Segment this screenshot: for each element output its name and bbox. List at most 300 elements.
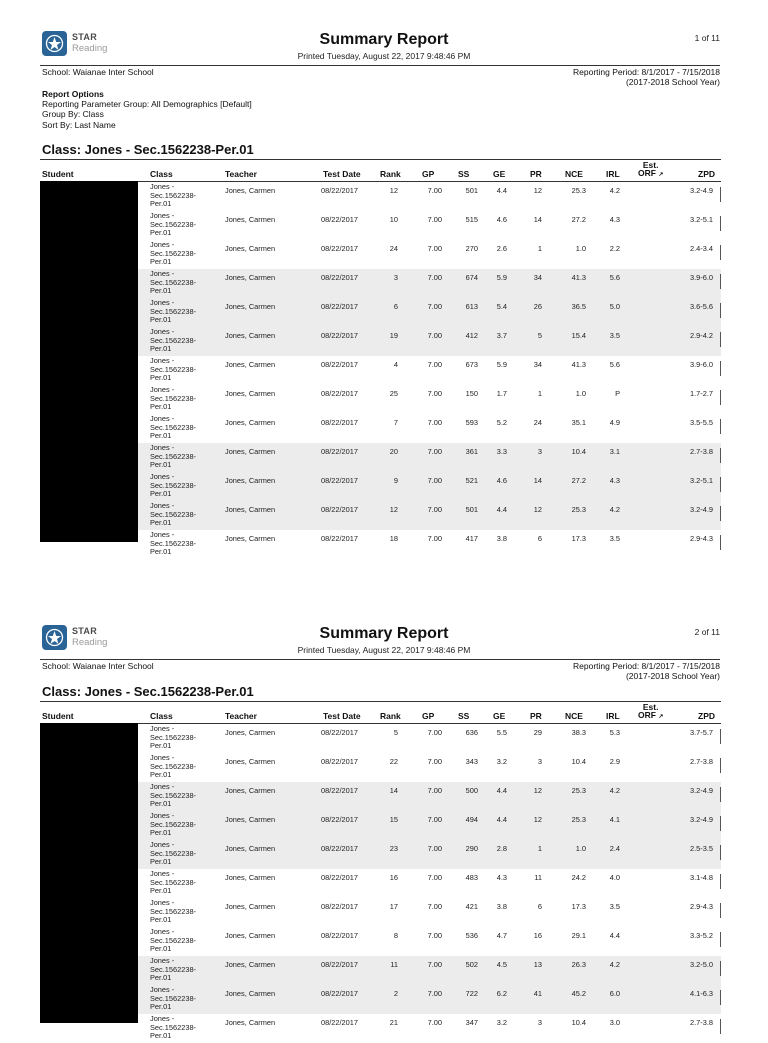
class-cell (150, 725, 196, 751)
table-row (40, 443, 721, 472)
cell-teacher: Jones, Carmen (225, 815, 276, 824)
row-end-bar (720, 1019, 721, 1034)
class-line: Per.01 (150, 489, 172, 499)
cell-gp: 7.00 (427, 186, 442, 195)
cell-ge: 4.5 (496, 960, 507, 969)
class-cell (150, 812, 196, 838)
row-end-bar (720, 419, 721, 434)
reporting-parameter-group: Reporting Parameter Group: All Demographics [Default] (42, 99, 252, 110)
class-cell (150, 986, 196, 1012)
reporting-period-range: Reporting Period: 8/1/2017 - 7/15/2018 (573, 67, 720, 77)
class-line: Per.01 (150, 944, 172, 954)
class-line: Per.01 (150, 344, 172, 354)
cell-teacher: Jones, Carmen (225, 244, 276, 253)
cell-nce: 25.3 (571, 505, 586, 514)
cell-ss: 500 (465, 786, 478, 795)
reporting-period (573, 661, 720, 681)
cell-ge: 4.6 (496, 476, 507, 485)
cell-gp: 7.00 (427, 534, 442, 543)
summary-table (40, 159, 721, 559)
cell-rank: 5 (393, 728, 398, 737)
col-ge: GE (493, 711, 506, 721)
class-cell (150, 502, 196, 528)
printed-timestamp: Printed Tuesday, August 22, 2017 9:48:46 PM (297, 645, 471, 655)
class-title: Class: Jones - Sec.1562238-Per.01 (42, 142, 254, 157)
class-line: Sec.1562238- (150, 935, 197, 945)
school-year: (2017-2018 School Year) (625, 77, 720, 87)
class-line: Sec.1562238- (150, 422, 197, 432)
class-line: Jones - (150, 501, 175, 510)
table-row (40, 1014, 721, 1043)
cell-gp: 7.00 (427, 244, 442, 253)
class-line: Per.01 (150, 518, 172, 528)
col-est-orf-line2: ORF (638, 710, 656, 720)
class-line: Jones - (150, 985, 175, 994)
cell-nce: 15.4 (571, 331, 586, 340)
col-est-orf (638, 161, 663, 179)
table-row (40, 385, 721, 414)
cell-zpd: 3.2-4.9 (689, 505, 713, 514)
report-options-heading: Report Options (42, 89, 104, 99)
cell-zpd: 3.1-4.8 (689, 873, 713, 882)
cell-rank: 16 (389, 873, 398, 882)
cell-ge: 4.4 (496, 186, 507, 195)
cell-gp: 7.00 (427, 757, 442, 766)
row-end-bar (720, 758, 721, 773)
page-number: 2 of 11 (694, 627, 720, 637)
row-end-bar (720, 845, 721, 860)
cell-test-date: 08/22/2017 (321, 873, 358, 882)
cell-pr: 16 (533, 931, 542, 940)
cell-pr: 14 (533, 476, 542, 485)
cell-irl: 3.5 (609, 331, 620, 340)
cell-test-date: 08/22/2017 (321, 534, 358, 543)
cell-ge: 1.7 (496, 389, 507, 398)
class-line: Jones - (150, 472, 175, 481)
class-cell (150, 928, 196, 954)
class-line: Sec.1562238- (150, 509, 197, 519)
col-rank: Rank (380, 169, 401, 179)
school-name: School: Waianae Inter School (42, 661, 154, 671)
cell-test-date: 08/22/2017 (321, 389, 358, 398)
table-row (40, 782, 721, 811)
class-line: Jones - (150, 182, 175, 191)
cell-irl: 6.0 (609, 989, 620, 998)
cell-pr: 1 (537, 244, 542, 253)
cell-irl: 2.4 (609, 844, 620, 853)
report-page-2 (0, 590, 768, 1041)
cell-ge: 4.4 (496, 815, 507, 824)
class-cell (150, 415, 196, 441)
cell-test-date: 08/22/2017 (321, 757, 358, 766)
row-end-bar (720, 535, 721, 550)
cell-nce: 1.0 (575, 244, 586, 253)
group-by: Group By: Class (42, 109, 104, 120)
cell-rank: 12 (389, 186, 398, 195)
cell-gp: 7.00 (427, 873, 442, 882)
cell-rank: 17 (389, 902, 398, 911)
table-row (40, 869, 721, 898)
cell-ss: 150 (465, 389, 478, 398)
cell-pr: 34 (533, 273, 542, 282)
row-end-bar (720, 477, 721, 492)
cell-ss: 536 (465, 931, 478, 940)
class-line: Sec.1562238- (150, 364, 197, 374)
table-row (40, 724, 721, 753)
cell-nce: 45.2 (571, 989, 586, 998)
table-row (40, 811, 721, 840)
cell-pr: 12 (533, 786, 542, 795)
cell-pr: 24 (533, 418, 542, 427)
col-rank: Rank (380, 711, 401, 721)
col-nce: NCE (565, 169, 583, 179)
row-end-bar (720, 361, 721, 376)
cell-gp: 7.00 (427, 902, 442, 911)
cell-teacher: Jones, Carmen (225, 757, 276, 766)
cell-gp: 7.00 (427, 960, 442, 969)
class-cell (150, 241, 196, 267)
class-cell (150, 1015, 196, 1041)
table-row (40, 472, 721, 501)
class-cell (150, 531, 196, 557)
logo-star-text: STAR (72, 626, 98, 636)
cell-pr: 12 (533, 505, 542, 514)
class-line: Jones - (150, 530, 175, 539)
class-line: Per.01 (150, 431, 172, 441)
cell-gp: 7.00 (427, 360, 442, 369)
cell-ss: 613 (465, 302, 478, 311)
cell-ss: 421 (465, 902, 478, 911)
class-cell (150, 899, 196, 925)
class-cell (150, 473, 196, 499)
class-cell (150, 754, 196, 780)
cell-teacher: Jones, Carmen (225, 505, 276, 514)
cell-nce: 1.0 (575, 844, 586, 853)
cell-test-date: 08/22/2017 (321, 215, 358, 224)
cell-zpd: 3.9-6.0 (689, 360, 713, 369)
cell-nce: 29.1 (571, 931, 586, 940)
redacted-student-names (40, 723, 138, 1023)
logo-reading-text: Reading (72, 43, 108, 54)
class-line: Sec.1562238- (150, 761, 197, 771)
cell-teacher: Jones, Carmen (225, 273, 276, 282)
cell-zpd: 2.7-3.8 (689, 447, 713, 456)
cell-ge: 3.3 (496, 447, 507, 456)
cell-rank: 6 (393, 302, 398, 311)
cell-zpd: 2.9-4.2 (689, 331, 713, 340)
class-cell (150, 386, 196, 412)
class-title: Class: Jones - Sec.1562238-Per.01 (42, 684, 254, 699)
cell-zpd: 2.9-4.3 (689, 534, 713, 543)
cell-test-date: 08/22/2017 (321, 418, 358, 427)
cell-ge: 4.6 (496, 215, 507, 224)
cell-zpd: 3.2-5.1 (689, 476, 713, 485)
cell-zpd: 3.2-4.9 (689, 186, 713, 195)
cell-test-date: 08/22/2017 (321, 815, 358, 824)
col-test-date: Test Date (323, 169, 361, 179)
class-line: Sec.1562238- (150, 190, 197, 200)
cell-ss: 494 (465, 815, 478, 824)
class-line: Jones - (150, 1014, 175, 1023)
cell-ge: 2.6 (496, 244, 507, 253)
class-line: Sec.1562238- (150, 306, 197, 316)
cell-zpd: 3.7-5.7 (689, 728, 713, 737)
cell-rank: 12 (389, 505, 398, 514)
col-test-date: Test Date (323, 711, 361, 721)
class-line: Sec.1562238- (150, 1022, 197, 1032)
cell-rank: 4 (393, 360, 398, 369)
cell-test-date: 08/22/2017 (321, 844, 358, 853)
row-end-bar (720, 448, 721, 463)
cell-ss: 521 (465, 476, 478, 485)
cell-irl: 5.0 (609, 302, 620, 311)
cell-zpd: 1.7-2.7 (689, 389, 713, 398)
report-title: Summary Report (319, 625, 449, 642)
cell-nce: 38.3 (571, 728, 586, 737)
cell-test-date: 08/22/2017 (321, 902, 358, 911)
table-row (40, 501, 721, 530)
cell-pr: 34 (533, 360, 542, 369)
cell-irl: P (615, 389, 620, 398)
col-irl: IRL (606, 711, 620, 721)
class-line: Sec.1562238- (150, 480, 197, 490)
class-line: Sec.1562238- (150, 538, 197, 548)
cell-test-date: 08/22/2017 (321, 476, 358, 485)
cell-test-date: 08/22/2017 (321, 302, 358, 311)
cell-nce: 25.3 (571, 786, 586, 795)
cell-nce: 10.4 (571, 1018, 586, 1027)
cell-ge: 5.2 (496, 418, 507, 427)
cell-ss: 501 (465, 186, 478, 195)
class-line: Sec.1562238- (150, 906, 197, 916)
cell-pr: 13 (533, 960, 542, 969)
cell-nce: 41.3 (571, 360, 586, 369)
cell-teacher: Jones, Carmen (225, 447, 276, 456)
class-line: Jones - (150, 869, 175, 878)
row-end-bar (720, 961, 721, 976)
class-line: Jones - (150, 327, 175, 336)
cell-gp: 7.00 (427, 331, 442, 340)
class-cell (150, 841, 196, 867)
cell-rank: 20 (389, 447, 398, 456)
col-pr: PR (530, 711, 542, 721)
col-teacher: Teacher (225, 169, 257, 179)
class-line: Per.01 (150, 828, 172, 838)
table-row (40, 927, 721, 956)
class-line: Per.01 (150, 886, 172, 896)
class-line: Per.01 (150, 1002, 172, 1012)
cell-ss: 673 (465, 360, 478, 369)
cell-ge: 5.4 (496, 302, 507, 311)
cell-zpd: 2.7-3.8 (689, 1018, 713, 1027)
cell-teacher: Jones, Carmen (225, 389, 276, 398)
cell-irl: 2.2 (609, 244, 620, 253)
cell-nce: 27.2 (571, 215, 586, 224)
table-row (40, 356, 721, 385)
cell-gp: 7.00 (427, 273, 442, 282)
class-line: Sec.1562238- (150, 732, 197, 742)
cell-zpd: 2.4-3.4 (689, 244, 713, 253)
cell-teacher: Jones, Carmen (225, 931, 276, 940)
col-est-orf (638, 703, 663, 721)
cell-teacher: Jones, Carmen (225, 1018, 276, 1027)
table-row (40, 327, 721, 356)
page-number: 1 of 11 (694, 33, 720, 43)
row-end-bar (720, 787, 721, 802)
cell-teacher: Jones, Carmen (225, 960, 276, 969)
cell-teacher: Jones, Carmen (225, 844, 276, 853)
reporting-period-range: Reporting Period: 8/1/2017 - 7/15/2018 (573, 661, 720, 671)
cell-irl: 4.2 (609, 960, 620, 969)
table-header (40, 159, 721, 182)
class-line: Per.01 (150, 315, 172, 325)
cell-pr: 26 (533, 302, 542, 311)
class-line: Per.01 (150, 402, 172, 412)
class-cell (150, 783, 196, 809)
cell-irl: 3.5 (609, 534, 620, 543)
col-student: Student (42, 711, 74, 721)
class-line: Jones - (150, 385, 175, 394)
cell-rank: 23 (389, 844, 398, 853)
cell-gp: 7.00 (427, 1018, 442, 1027)
table-header (40, 701, 721, 724)
cell-rank: 22 (389, 757, 398, 766)
header-divider (40, 65, 720, 66)
cell-teacher: Jones, Carmen (225, 302, 276, 311)
cell-ge: 6.2 (496, 989, 507, 998)
row-end-bar (720, 332, 721, 347)
cell-zpd: 3.5-5.5 (689, 418, 713, 427)
table-row (40, 298, 721, 327)
cell-ss: 417 (465, 534, 478, 543)
class-line: Jones - (150, 356, 175, 365)
class-line: Sec.1562238- (150, 848, 197, 858)
row-end-bar (720, 216, 721, 231)
cell-rank: 10 (389, 215, 398, 224)
cell-ge: 5.5 (496, 728, 507, 737)
cell-zpd: 3.2-5.0 (689, 960, 713, 969)
cell-ss: 502 (465, 960, 478, 969)
class-line: Per.01 (150, 741, 172, 751)
orf-note-icon: ↗ (658, 714, 664, 720)
cell-test-date: 08/22/2017 (321, 1018, 358, 1027)
cell-test-date: 08/22/2017 (321, 244, 358, 253)
cell-teacher: Jones, Carmen (225, 728, 276, 737)
cell-teacher: Jones, Carmen (225, 331, 276, 340)
cell-ss: 290 (465, 844, 478, 853)
class-line: Per.01 (150, 799, 172, 809)
cell-test-date: 08/22/2017 (321, 360, 358, 369)
class-line: Per.01 (150, 373, 172, 383)
logo-star-text: STAR (72, 32, 98, 42)
cell-teacher: Jones, Carmen (225, 418, 276, 427)
col-est-orf-line2: ORF (638, 168, 656, 178)
sort-by: Sort By: Last Name (42, 119, 116, 130)
cell-irl: 4.0 (609, 873, 620, 882)
class-line: Per.01 (150, 1031, 172, 1041)
cell-ss: 501 (465, 505, 478, 514)
cell-teacher: Jones, Carmen (225, 989, 276, 998)
class-cell (150, 270, 196, 296)
class-line: Jones - (150, 840, 175, 849)
cell-ge: 5.9 (496, 273, 507, 282)
logo-reading-text: Reading (72, 637, 108, 648)
col-gp: GP (422, 711, 435, 721)
cell-irl: 3.0 (609, 1018, 620, 1027)
cell-gp: 7.00 (427, 989, 442, 998)
report-title: Summary Report (319, 31, 449, 48)
class-line: Per.01 (150, 460, 172, 470)
cell-pr: 3 (537, 757, 542, 766)
cell-irl: 4.3 (609, 476, 620, 485)
cell-pr: 3 (537, 1018, 542, 1027)
cell-zpd: 2.7-3.8 (689, 757, 713, 766)
cell-teacher: Jones, Carmen (225, 534, 276, 543)
cell-teacher: Jones, Carmen (225, 360, 276, 369)
cell-ss: 343 (465, 757, 478, 766)
cell-pr: 1 (537, 389, 542, 398)
cell-test-date: 08/22/2017 (321, 786, 358, 795)
class-line: Sec.1562238- (150, 451, 197, 461)
cell-gp: 7.00 (427, 505, 442, 514)
col-gp: GP (422, 169, 435, 179)
cell-nce: 36.5 (571, 302, 586, 311)
school-year: (2017-2018 School Year) (625, 671, 720, 681)
class-line: Sec.1562238- (150, 335, 197, 345)
cell-irl: 5.3 (609, 728, 620, 737)
cell-pr: 1 (537, 844, 542, 853)
cell-rank: 18 (389, 534, 398, 543)
class-line: Jones - (150, 724, 175, 733)
cell-rank: 15 (389, 815, 398, 824)
row-end-bar (720, 390, 721, 405)
col-nce: NCE (565, 711, 583, 721)
row-end-bar (720, 990, 721, 1005)
class-line: Sec.1562238- (150, 248, 197, 258)
row-end-bar (720, 903, 721, 918)
cell-pr: 41 (533, 989, 542, 998)
cell-irl: 5.6 (609, 273, 620, 282)
cell-pr: 5 (537, 331, 542, 340)
class-line: Jones - (150, 753, 175, 762)
cell-ge: 2.8 (496, 844, 507, 853)
class-line: Sec.1562238- (150, 790, 197, 800)
reporting-period (573, 67, 720, 87)
row-end-bar (720, 303, 721, 318)
col-class: Class (150, 711, 173, 721)
cell-zpd: 3.9-6.0 (689, 273, 713, 282)
table-row (40, 985, 721, 1014)
cell-nce: 25.3 (571, 186, 586, 195)
cell-ss: 674 (465, 273, 478, 282)
cell-ge: 3.2 (496, 757, 507, 766)
cell-test-date: 08/22/2017 (321, 960, 358, 969)
cell-ss: 636 (465, 728, 478, 737)
printed-timestamp: Printed Tuesday, August 22, 2017 9:48:46 PM (297, 51, 471, 61)
class-cell (150, 212, 196, 238)
col-est-orf-line1: Est. (642, 702, 659, 712)
col-ss: SS (458, 711, 470, 721)
cell-nce: 17.3 (571, 902, 586, 911)
cell-pr: 12 (533, 815, 542, 824)
cell-teacher: Jones, Carmen (225, 786, 276, 795)
class-cell (150, 299, 196, 325)
cell-zpd: 3.6-5.6 (689, 302, 713, 311)
class-line: Jones - (150, 898, 175, 907)
cell-pr: 6 (537, 902, 542, 911)
cell-ge: 3.8 (496, 534, 507, 543)
cell-ss: 483 (465, 873, 478, 882)
